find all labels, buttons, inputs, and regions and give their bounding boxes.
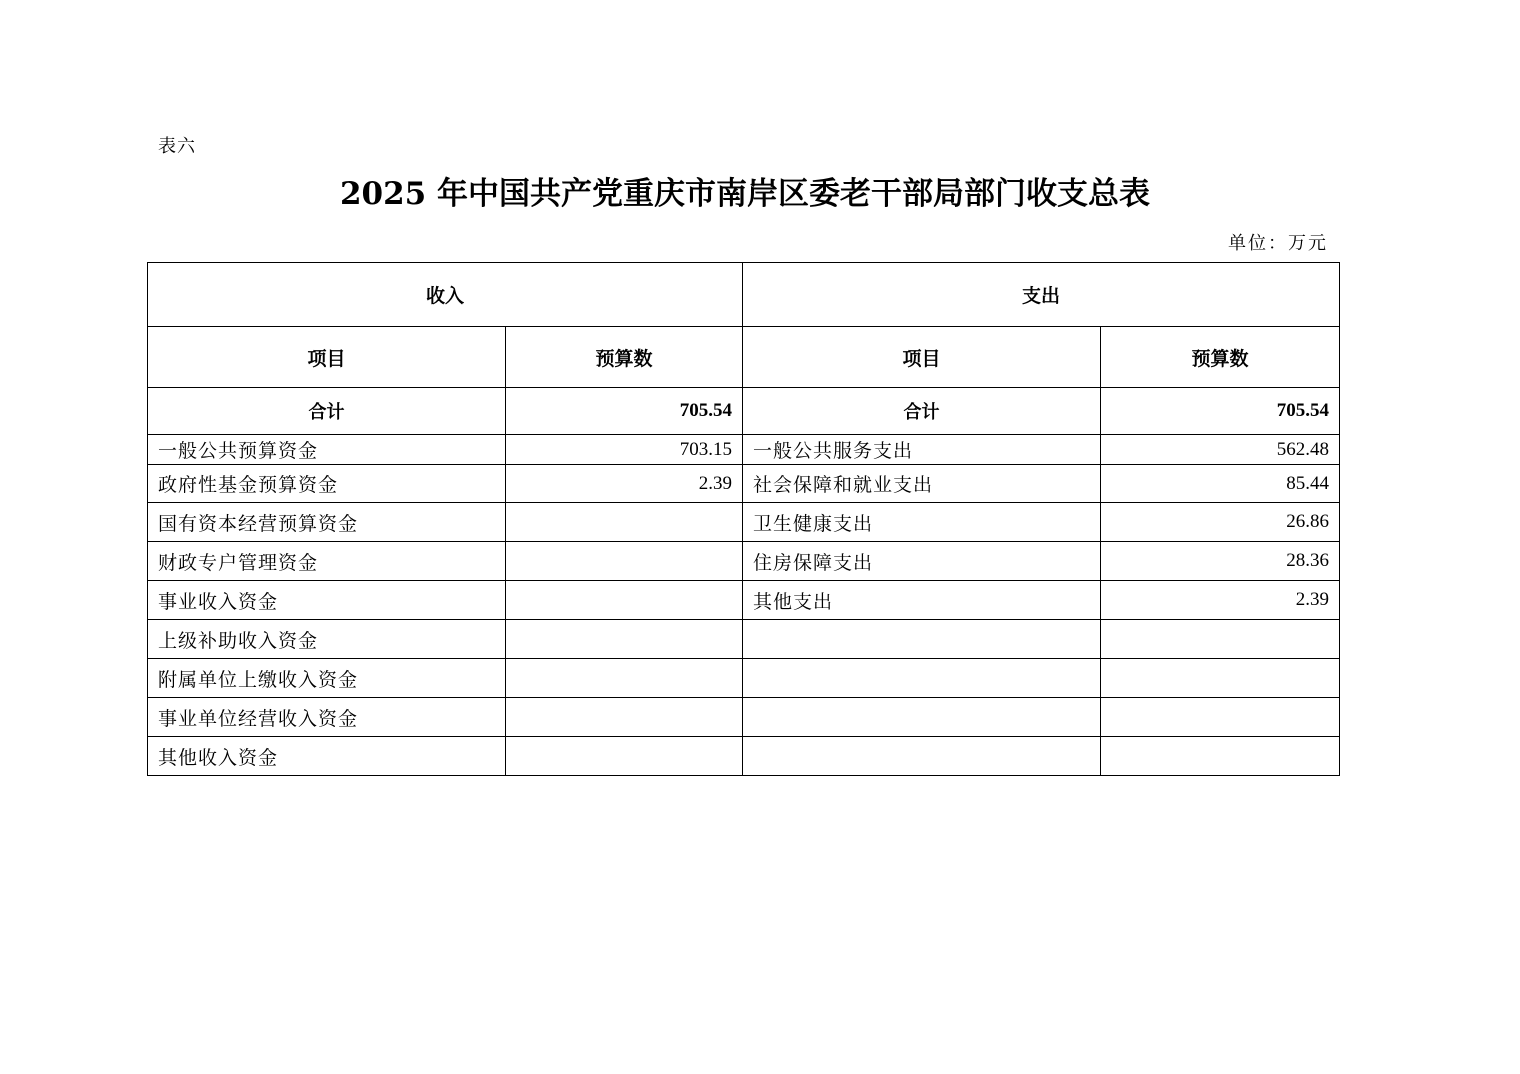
income-item: 财政专户管理资金 — [148, 542, 506, 581]
expense-item — [743, 659, 1101, 698]
income-item: 一般公共预算资金 — [148, 435, 506, 465]
expense-value — [1101, 737, 1340, 776]
income-item: 事业收入资金 — [148, 581, 506, 620]
expense-total-value: 705.54 — [1101, 388, 1340, 435]
income-value — [506, 542, 743, 581]
budget-table — [147, 262, 1340, 776]
table-row — [148, 581, 1340, 620]
income-item: 事业单位经营收入资金 — [148, 698, 506, 737]
income-item-header: 项目 — [148, 327, 506, 388]
expense-value: 28.36 — [1101, 542, 1340, 581]
column-header-row — [148, 327, 1340, 388]
expense-value: 2.39 — [1101, 581, 1340, 620]
expense-value — [1101, 620, 1340, 659]
table-row — [148, 435, 1340, 465]
income-value — [506, 503, 743, 542]
income-item: 政府性基金预算资金 — [148, 465, 506, 503]
expense-total-label: 合计 — [743, 388, 1101, 435]
expense-budget-header: 预算数 — [1101, 327, 1340, 388]
income-value — [506, 698, 743, 737]
expense-item — [743, 698, 1101, 737]
expense-value — [1101, 698, 1340, 737]
table-row — [148, 737, 1340, 776]
income-total-value: 705.54 — [506, 388, 743, 435]
expense-item: 住房保障支出 — [743, 542, 1101, 581]
expense-item — [743, 737, 1101, 776]
income-value: 2.39 — [506, 465, 743, 503]
document-title: 2025 年中国共产党重庆市南岸区委老干部局部门收支总表 — [339, 176, 1151, 212]
expense-item: 一般公共服务支出 — [743, 435, 1101, 465]
income-value — [506, 659, 743, 698]
budget-table-body — [148, 263, 1340, 776]
expense-item: 卫生健康支出 — [743, 503, 1101, 542]
table-number: 表六 — [158, 136, 196, 157]
income-budget-header: 预算数 — [506, 327, 743, 388]
expense-value: 26.86 — [1101, 503, 1340, 542]
income-total-label: 合计 — [148, 388, 506, 435]
income-value — [506, 581, 743, 620]
income-value — [506, 737, 743, 776]
expense-header: 支出 — [743, 263, 1340, 327]
table-row — [148, 542, 1340, 581]
table-row — [148, 465, 1340, 503]
table-row — [148, 659, 1340, 698]
expense-item-header: 项目 — [743, 327, 1101, 388]
section-header-row — [148, 263, 1340, 327]
expense-value: 85.44 — [1101, 465, 1340, 503]
income-value — [506, 620, 743, 659]
table-row — [148, 620, 1340, 659]
expense-item: 社会保障和就业支出 — [743, 465, 1101, 503]
unit-label: 单位：万元 — [1228, 233, 1328, 254]
table-row — [148, 503, 1340, 542]
income-item: 上级补助收入资金 — [148, 620, 506, 659]
income-item: 附属单位上缴收入资金 — [148, 659, 506, 698]
expense-item: 其他支出 — [743, 581, 1101, 620]
income-header: 收入 — [148, 263, 743, 327]
expense-value — [1101, 659, 1340, 698]
income-item: 其他收入资金 — [148, 737, 506, 776]
income-value: 703.15 — [506, 435, 743, 465]
income-item: 国有资本经营预算资金 — [148, 503, 506, 542]
expense-value: 562.48 — [1101, 435, 1340, 465]
expense-item — [743, 620, 1101, 659]
table-row — [148, 698, 1340, 737]
total-row — [148, 388, 1340, 435]
